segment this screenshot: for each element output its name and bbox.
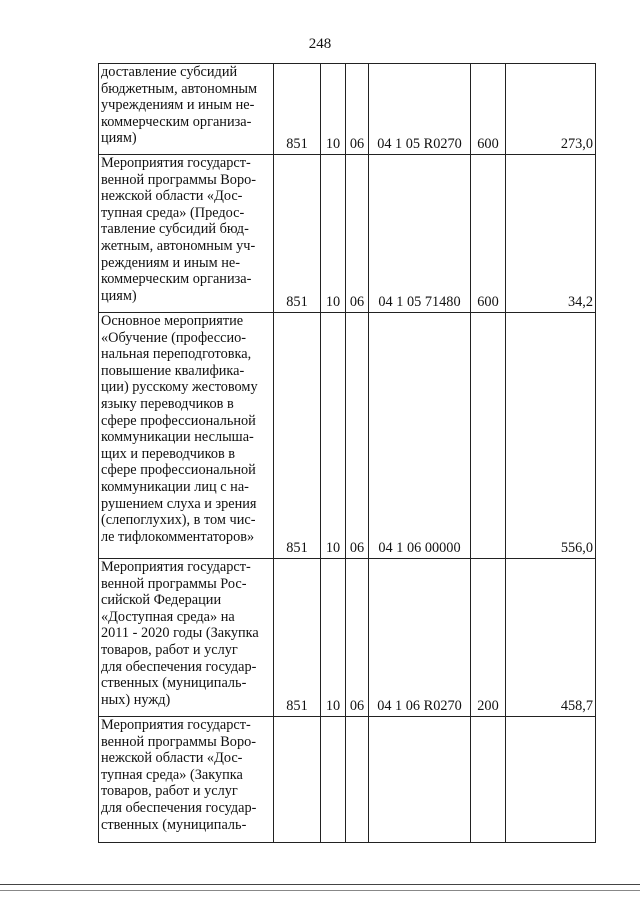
expense-type-code: 200 [471, 559, 506, 717]
target-article-code: 04 1 05 71480 [369, 155, 471, 313]
target-article-code [369, 717, 471, 843]
row-description: Мероприятия государст- венной программы Воро- нежской области «Дос- тупная среда» (Закупка товаров, работ и услуг для обеспечения государ- ственных (муниципаль- [99, 717, 274, 843]
target-article-code: 04 1 06 00000 [369, 313, 471, 559]
footer-rule-secondary [0, 890, 640, 891]
expense-type-code [471, 717, 506, 843]
ministry-code [274, 717, 321, 843]
amount: 458,7 [506, 559, 596, 717]
table-row [99, 559, 596, 717]
section-code: 10 [321, 64, 346, 155]
footer-rule [0, 884, 640, 885]
ministry-code: 851 [274, 559, 321, 717]
row-description: Мероприятия государст- венной программы Рос- сийской Федерации «Доступная среда» на 2011 - 2020 годы (Закупка товаров, работ и услуг для обеспечения государ- ственных (муниципаль- ных) нужд) [99, 559, 274, 717]
subsection-code: 06 [346, 64, 369, 155]
row-description: доставление субсидий бюджетным, автономным учреждениям и иным не- коммерческим организа- циям) [99, 64, 274, 155]
amount: 34,2 [506, 155, 596, 313]
target-article-code: 04 1 06 R0270 [369, 559, 471, 717]
subsection-code: 06 [346, 313, 369, 559]
expense-type-code [471, 313, 506, 559]
section-code [321, 717, 346, 843]
target-article-code: 04 1 05 R0270 [369, 64, 471, 155]
subsection-code [346, 717, 369, 843]
subsection-code: 06 [346, 155, 369, 313]
section-code: 10 [321, 313, 346, 559]
table-row [99, 313, 596, 559]
table-row [99, 64, 596, 155]
ministry-code: 851 [274, 64, 321, 155]
budget-table-body [99, 64, 596, 843]
budget-table [98, 63, 596, 843]
amount: 556,0 [506, 313, 596, 559]
page-number: 248 [308, 36, 332, 52]
expense-type-code: 600 [471, 155, 506, 313]
ministry-code: 851 [274, 155, 321, 313]
subsection-code: 06 [346, 559, 369, 717]
table-row [99, 717, 596, 843]
amount: 273,0 [506, 64, 596, 155]
ministry-code: 851 [274, 313, 321, 559]
expense-type-code: 600 [471, 64, 506, 155]
row-description: Основное мероприятие «Обучение (профессио- нальная переподготовка, повышение квалифика- ции) русскому жестовому языку переводчиков в сфере профессиональной коммуникации неслыша- щих и переводчиков в сфере профессиональной коммуникации лиц с на- рушением слуха и зрения (слепоглухих), в том чис- ле тифлокомментаторов» [99, 313, 274, 559]
section-code: 10 [321, 559, 346, 717]
row-description: Мероприятия государст- венной программы Воро- нежской области «Дос- тупная среда» (Предос- тавление субсидий бюд- жетным, автономным уч- реждениям и иным не- коммерческим организа- циям) [99, 155, 274, 313]
amount [506, 717, 596, 843]
table-row [99, 155, 596, 313]
section-code: 10 [321, 155, 346, 313]
